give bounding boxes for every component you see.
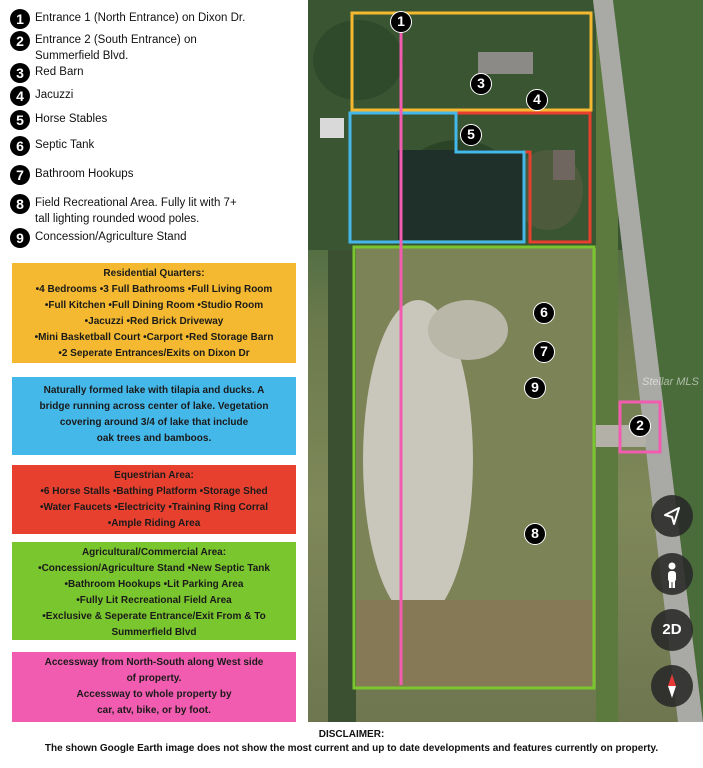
box-line: •Ample Riding Area <box>107 518 201 529</box>
box-line: of property. <box>126 673 182 684</box>
legend-number-badge: 5 <box>10 110 30 130</box>
box-line: bridge running across center of lake. Vegetation <box>39 401 269 412</box>
box-line: •Mini Basketball Court •Carport •Red Storage Barn <box>34 332 274 343</box>
legend-number-badge: 1 <box>10 9 30 29</box>
legend-label: Entrance 1 (North Entrance) on Dixon Dr. <box>35 12 246 24</box>
legend-number-badge: 9 <box>10 228 30 248</box>
legend-item-septic-tank <box>10 136 290 156</box>
legend-item-horse-stables <box>10 110 290 130</box>
legend-item-entrance-1 <box>10 9 290 29</box>
equestrian-area-box <box>12 465 296 534</box>
box-line: oak trees and bamboos. <box>96 433 212 444</box>
disclaimer-text: The shown Google Earth image does not show the most current and up to date developments and features currently on property. <box>44 743 659 754</box>
legend-label: Jacuzzi <box>35 89 74 101</box>
box-line: •Exclusive & Seperate Entrance/Exit From & To <box>42 611 266 622</box>
legend-number-badge: 4 <box>10 86 30 106</box>
lake-box <box>12 377 296 455</box>
map-marker[interactable]: 4 <box>526 89 548 111</box>
legend-item-entrance-2 <box>10 31 290 64</box>
legend-label: Horse Stables <box>35 113 108 125</box>
legend-item-concession-stand <box>10 228 290 248</box>
box-line: Accessway from North-South along West side <box>44 657 264 668</box>
view-mode-toggle-button[interactable]: 2D <box>651 609 693 651</box>
box-line: •Water Faucets •Electricity •Training Ring Corral <box>40 502 268 513</box>
legend-item-bathroom-hookups <box>10 165 290 185</box>
map-marker[interactable]: 3 <box>470 73 492 95</box>
legend-label: Red Barn <box>35 66 84 78</box>
legend-label: Bathroom Hookups <box>35 168 134 180</box>
box-line: •2 Seperate Entrances/Exits on Dixon Dr <box>58 348 250 359</box>
map-watermark: Stellar MLS <box>642 376 699 388</box>
disclaimer-title: DISCLAIMER: <box>318 729 385 740</box>
legend-number-badge: 7 <box>10 165 30 185</box>
compass-icon[interactable] <box>651 665 693 707</box>
legend-item-jacuzzi <box>10 86 290 106</box>
box-line: •4 Bedrooms •3 Full Bathrooms •Full Living Room <box>35 284 273 295</box>
box-line: car, atv, bike, or by foot. <box>97 705 211 716</box>
legend-number-badge: 3 <box>10 63 30 83</box>
map-imagery <box>308 0 703 722</box>
map-marker[interactable]: 9 <box>524 377 546 399</box>
map-marker[interactable]: 6 <box>533 302 555 324</box>
map-marker[interactable]: 7 <box>533 341 555 363</box>
accessway-box <box>12 652 296 722</box>
residential-quarters-box <box>12 263 296 363</box>
box-line: •Fully Lit Recreational Field Area <box>76 595 232 606</box>
box-line: Naturally formed lake with tilapia and ducks. A <box>43 385 265 396</box>
legend-label: Field Recreational Area. Fully lit with 7+ tall lighting rounded wood poles. <box>35 197 237 225</box>
box-line: •Full Kitchen •Full Dining Room •Studio Room <box>44 300 264 311</box>
box-line: Summerfield Blvd <box>111 627 197 638</box>
box-line: covering around 3/4 of lake that include <box>59 417 249 428</box>
disclaimer <box>0 728 703 756</box>
box-title: Residential Quarters: <box>103 268 205 279</box>
box-line: •Jacuzzi •Red Brick Driveway <box>84 316 224 327</box>
street-view-person-icon[interactable] <box>651 553 693 595</box>
map-marker[interactable]: 5 <box>460 124 482 146</box>
map-marker[interactable]: 2 <box>629 415 651 437</box>
map-marker[interactable]: 1 <box>390 11 412 33</box>
map-legend <box>0 0 305 250</box>
box-line: •Bathroom Hookups •Lit Parking Area <box>64 579 244 590</box>
legend-label: Entrance 2 (South Entrance) on Summerfield Blvd. <box>35 34 197 62</box>
box-line: •Concession/Agriculture Stand •New Septic Tank <box>38 563 270 574</box>
box-line: Accessway to whole property by <box>76 689 232 700</box>
satellite-map[interactable] <box>308 0 703 722</box>
agricultural-commercial-box <box>12 542 296 640</box>
legend-item-red-barn <box>10 63 290 83</box>
legend-item-field-recreational <box>10 194 290 227</box>
legend-number-badge: 8 <box>10 194 30 214</box>
legend-number-badge: 6 <box>10 136 30 156</box>
box-title: Equestrian Area: <box>114 470 194 481</box>
navigation-arrow-icon[interactable] <box>651 495 693 537</box>
box-line: •6 Horse Stalls •Bathing Platform •Storage Shed <box>40 486 268 497</box>
legend-label: Septic Tank <box>35 139 95 151</box>
legend-number-badge: 2 <box>10 31 30 51</box>
map-marker[interactable]: 8 <box>524 523 546 545</box>
legend-label: Concession/Agriculture Stand <box>35 231 187 243</box>
box-title: Agricultural/Commercial Area: <box>81 547 227 558</box>
